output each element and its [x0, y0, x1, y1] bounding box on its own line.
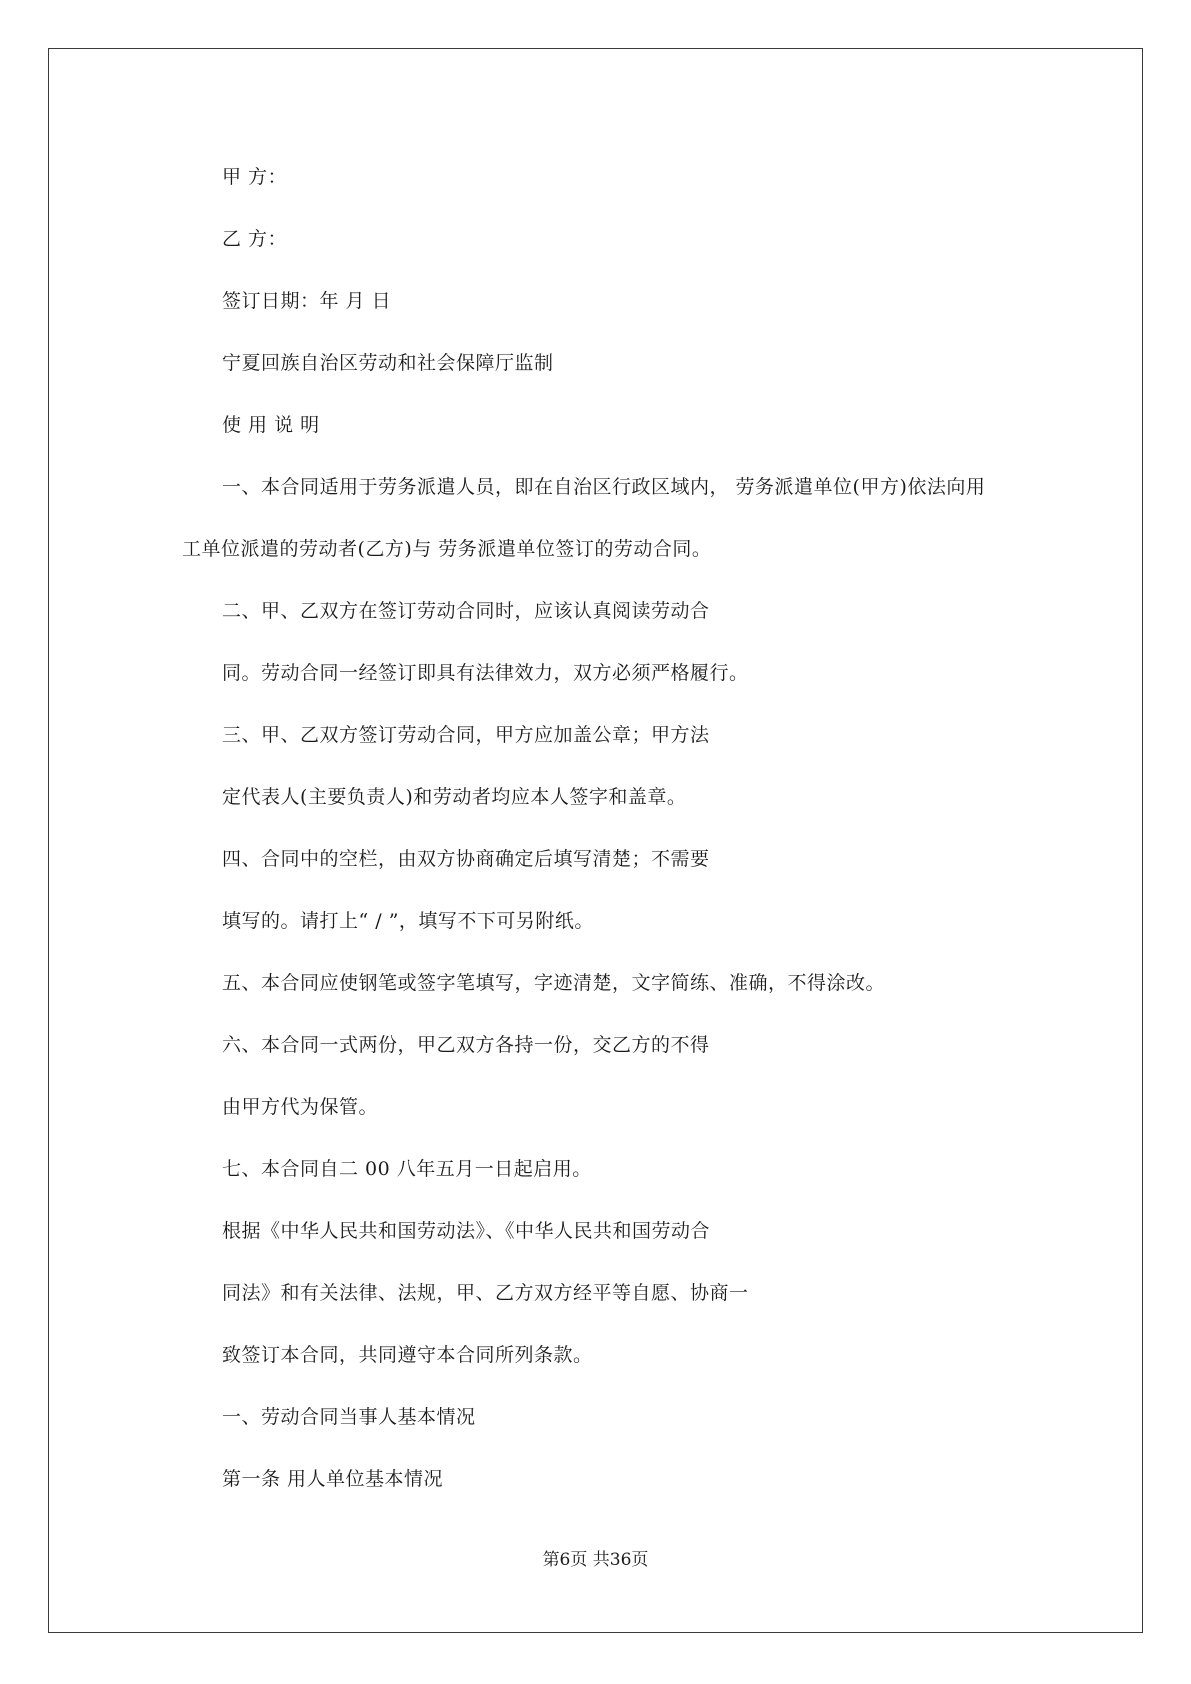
instruction-3-line-2: 定代表人(主要负责人)和劳动者均应本人签字和盖章。: [222, 786, 687, 808]
instruction-1-line-2: 工单位派遣的劳动者(乙方)与 劳务派遣单位签订的劳动合同。: [182, 538, 712, 560]
party-a-label: 甲 方：: [222, 166, 288, 188]
issuer-line: 宁夏回族自治区劳动和社会保障厅监制: [222, 352, 554, 374]
instruction-5: 五、本合同应使钢笔或签字笔填写，字迹清楚，文字简练、准确，不得涂改。: [222, 972, 886, 994]
article-1-heading: 第一条 用人单位基本情况: [222, 1468, 444, 1490]
instruction-7: 七、本合同自二 00 八年五月一日起启用。: [222, 1158, 592, 1180]
instruction-2-line-2: 同。劳动合同一经签订即具有法律效力，双方必须严格履行。: [222, 662, 749, 684]
instruction-4-line-2: 填写的。请打上“ / ”，填写不下可另附纸。: [222, 910, 594, 932]
instruction-1-line-1: 一、本合同适用于劳务派遣人员，即在自治区行政区域内， 劳务派遣单位(甲方)依法向用: [222, 476, 986, 498]
instruction-2-line-1: 二、甲、乙双方在签订劳动合同时，应该认真阅读劳动合: [222, 600, 710, 622]
instruction-6-line-1: 六、本合同一式两份，甲乙双方各持一份，交乙方的不得: [222, 1034, 710, 1056]
preamble-line-1: 根据《中华人民共和国劳动法》、《中华人民共和国劳动合: [222, 1220, 711, 1242]
instruction-4-line-1: 四、合同中的空栏，由双方协商确定后填写清楚；不需要: [222, 848, 710, 870]
page-border: [48, 48, 1143, 1633]
instructions-heading: 使 用 说 明: [222, 414, 320, 436]
preamble-line-3: 致签订本合同，共同遵守本合同所列条款。: [222, 1344, 593, 1366]
instruction-6-line-2: 由甲方代为保管。: [222, 1096, 379, 1118]
party-b-label: 乙 方：: [222, 228, 288, 250]
instruction-3-line-1: 三、甲、乙双方签订劳动合同，甲方应加盖公章；甲方法: [222, 724, 710, 746]
preamble-line-2: 同法》和有关法律、法规，甲、乙方双方经平等自愿、协商一: [222, 1282, 749, 1304]
page-number-footer: 第6页 共36页: [542, 1550, 649, 1570]
section-1-heading: 一、劳动合同当事人基本情况: [222, 1406, 476, 1428]
signing-date-label: 签订日期：年 月 日: [222, 290, 392, 312]
